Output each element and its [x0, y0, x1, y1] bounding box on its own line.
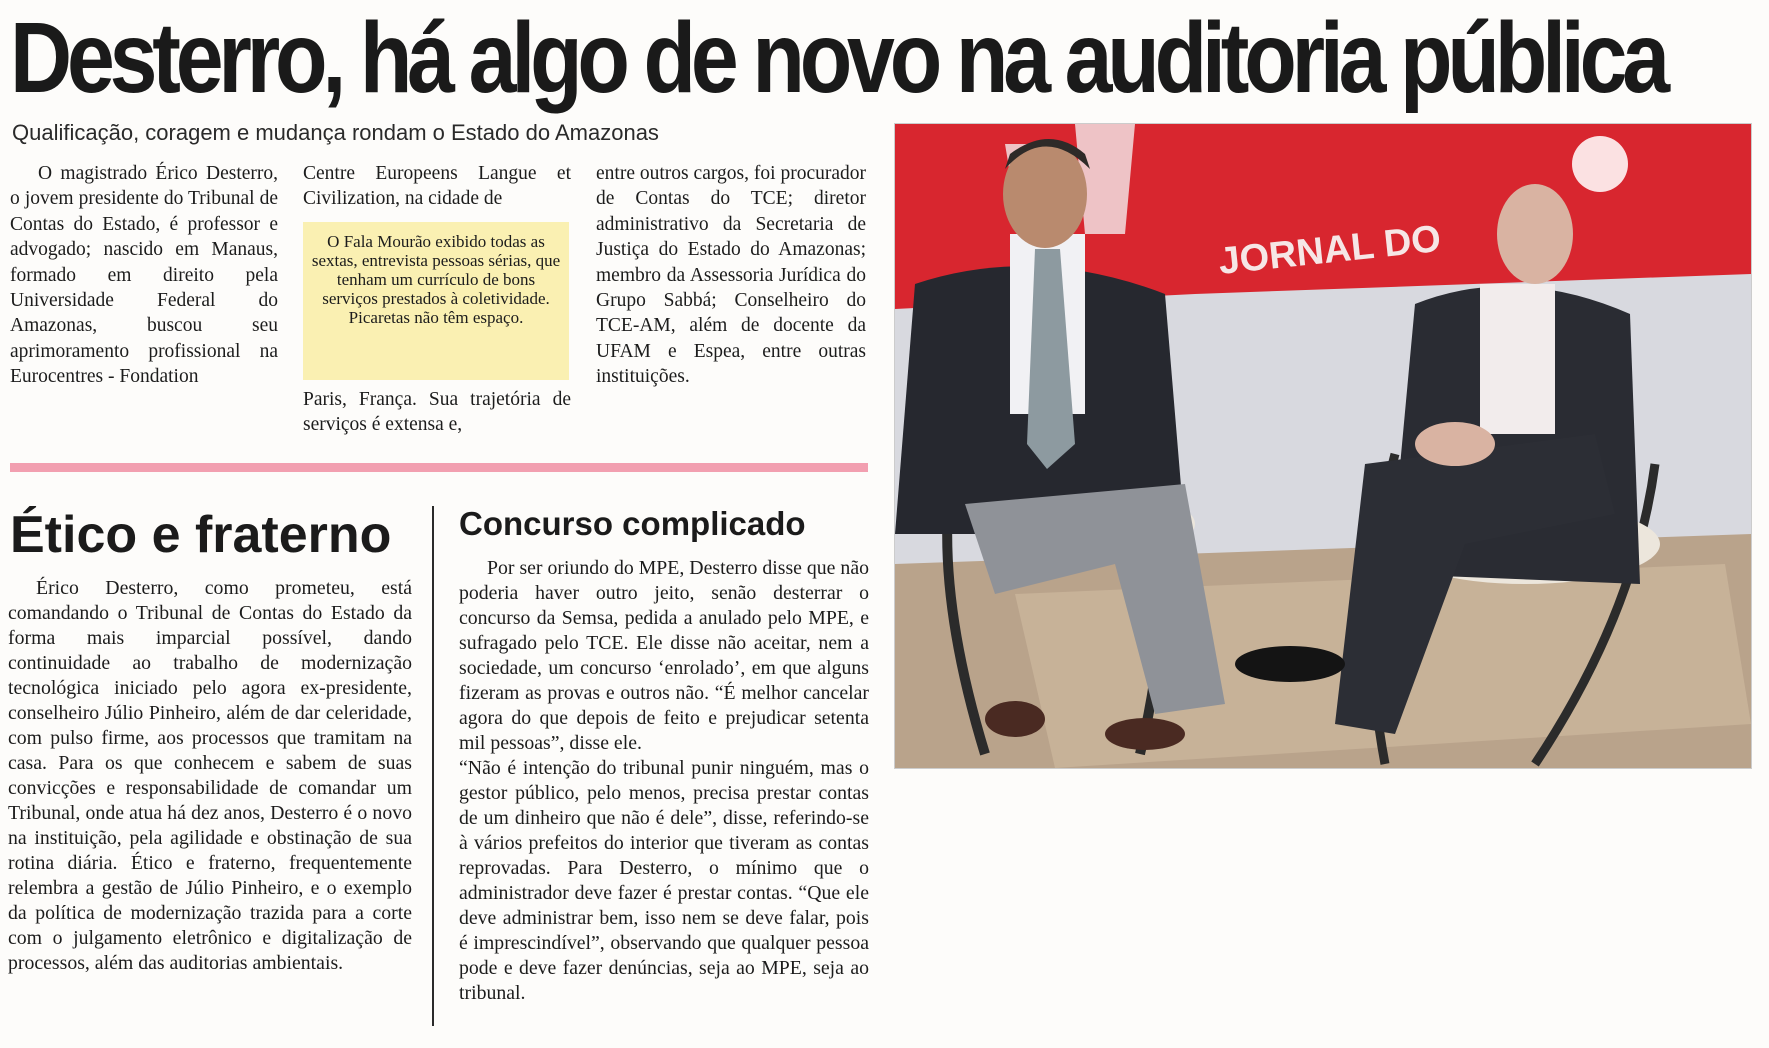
left-person-shoe-2 [1105, 718, 1185, 750]
section-2-paragraph-1: Por ser oriundo do MPE, Desterro disse que não poderia haver outro jeito, senão desterrar o concurso da Semsa, pedida a anulado pelo MPE, e sufragado pelo TCE. Ele disse não aceitar, nem a sociedade, um concurso ‘enrolado’, em que alguns fizeram as provas e outros não. “É melhor cancelar agora do que depois de feito e prejudicar setenta mil pessoas”, disse ele. [459, 557, 869, 754]
intro-column-2-bottom [303, 387, 571, 438]
callout-text: O Fala Mourão exibido todas as sextas, entrevista pessoas sérias, que tenham um currículo de bons serviços prestados à coletividade. Picaretas não têm espaço. [311, 232, 561, 327]
right-person-hands [1415, 422, 1495, 466]
section-2-paragraph-2: “Não é intenção do tribunal punir ninguém, mas o gestor público, pelo menos, precisa prestar contas de um dinheiro que não é dele”, disse, referindo-se à vários prefeitos do interior que tiveram as contas reprovadas. Para Desterro, o mínimo que o administrador deve fazer é prestar contas. “Que ele deve administrar bem, isso nem se deve falar, pois é imprescindível”, observando que qualquer pessoa pode e deve fazer denúncias, seja ao MPE, seja ao tribunal. [459, 757, 869, 1004]
intro-column-3 [596, 161, 866, 390]
section-1-title: Ético e fraterno [10, 506, 392, 564]
intro-column-1-text: O magistrado Érico Desterro, o jovem presidente do Tribunal de Contas do Estado, é professor e advogado; nascido em Manaus, formado em direito pela Universidade Federal do Amazonas, buscou seu aprimoramento profissional na Eurocentres - Fondation [10, 163, 278, 388]
section-divider [10, 463, 868, 472]
right-person-head [1497, 184, 1573, 284]
interview-photo [894, 123, 1752, 769]
banner-text: JORNAL DO [1216, 217, 1443, 283]
photo-illustration [895, 124, 1751, 768]
callout-box [303, 222, 569, 380]
intro-column-2-bottom-text: Paris, França. Sua trajetória de serviços é extensa e, [303, 389, 571, 436]
section-1-text: Érico Desterro, como prometeu, está comandando o Tribunal de Contas do Estado da forma mais imparcial possível, dando continuidade ao trabalho de modernização tecnológica iniciado pelo agora ex-presidente, conselheiro Júlio Pinheiro, além de dar celeridade, com pulso firme, aos processos que tramitam na casa. Para os que conhecem e sabem de suas convicções e responsabilidade de comandar um Tribunal, onde atua há dez anos, Desterro é o novo na instituição, pela agilidade e obstinação de sua rotina diária. Ético e fraterno, frequentemente relembra a gestão de Júlio Pinheiro, e o exemplo da política de modernização trazida para a corte com o julgamento eletrônico e digitalização de processos, além das auditorias ambientais. [8, 577, 412, 974]
intro-column-1 [10, 161, 278, 390]
column-separator [432, 506, 434, 1026]
intro-column-3-text: entre outros cargos, foi procurador de Contas do TCE; diretor administrativo da Secretaria de Justiça do Estado do Amazonas; membro da Assessoria Jurídica do Grupo Sabbá; Conselheiro do TCE-AM, além de docente da UFAM e Espea, entre outras instituições. [596, 163, 866, 388]
subheadline: Qualificação, coragem e mudança rondam o Estado do Amazonas [12, 120, 659, 145]
section-1-body [8, 576, 412, 976]
right-person-shoe [1235, 646, 1345, 682]
section-2-body [459, 556, 869, 1006]
light-flare [1572, 136, 1628, 192]
right-person-shirt [1480, 284, 1555, 434]
intro-column-2-top-text: Centre Europeens Langue et Civilization, na cidade de [303, 163, 571, 210]
intro-column-2-top [303, 161, 571, 212]
section-2-title: Concurso complicado [459, 505, 806, 542]
headline: Desterro, há algo de novo na auditoria pública [10, 2, 1665, 114]
left-person-shoe [985, 701, 1045, 737]
